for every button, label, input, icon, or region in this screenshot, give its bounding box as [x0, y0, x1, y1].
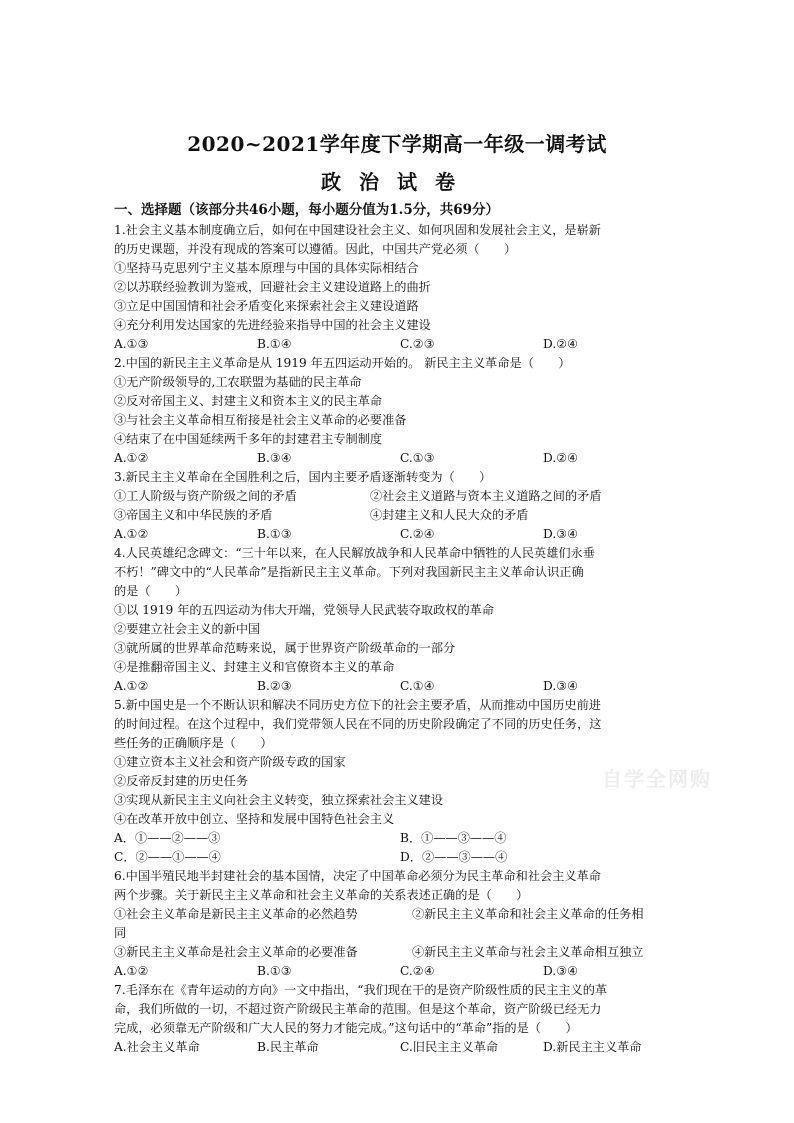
exam-subtitle: 政治试卷	[321, 170, 473, 194]
option-b[interactable]: B.②③	[257, 679, 292, 693]
option-d[interactable]: D．②——③——④	[400, 850, 508, 864]
exam-content	[114, 201, 686, 1057]
option-b[interactable]: B.民主革命	[257, 1040, 319, 1054]
option-b[interactable]: B.①③	[257, 527, 292, 541]
question-stem: 不朽！”碑文中的“人民革命”是指新民主主义革命。下列对我国新民主主义革命认识正确	[114, 565, 584, 579]
question-stem: 7.毛泽东在《青年运动的方向》一文中指出，“我们现在干的是资产阶级性质的民主主义的革	[114, 983, 608, 997]
question-stem: 的是（ ）	[114, 584, 188, 598]
question-item: ②反对帝国主义、封建主义和资本主义的民主革命	[114, 394, 383, 408]
watermark: 自学全网购	[602, 767, 712, 791]
question-item: ①无产阶级领导的,工农联盟为基础的民主革命	[114, 375, 362, 389]
question-6	[114, 867, 686, 981]
option-c[interactable]: C．②——①——④	[114, 850, 221, 864]
question-item: ③帝国主义和中华民族的矛盾	[114, 508, 273, 522]
question-stem: 些任务的正确顺序是（ ）	[114, 736, 273, 750]
option-b[interactable]: B.③④	[257, 451, 292, 465]
option-d[interactable]: D.②④	[543, 337, 579, 351]
question-1	[114, 221, 686, 354]
option-d[interactable]: D.③④	[543, 527, 579, 541]
answer-options	[114, 525, 686, 544]
question-item-pair	[114, 487, 686, 506]
option-a[interactable]: A.①②	[114, 527, 149, 541]
option-a[interactable]: A.①②	[114, 679, 149, 693]
option-a[interactable]: A.①③	[114, 337, 149, 351]
question-item: ③新民主主义革命是社会主义革命的必要准备	[114, 945, 358, 959]
question-stem: 的时间过程。在这个过程中，我们党带领人民在不同的历史阶段确定了不同的历史任务，这	[114, 717, 602, 731]
question-item: ④在改革开放中创立、坚持和发展中国特色社会主义	[114, 812, 395, 826]
question-item: ④封建主义和人民大众的矛盾	[370, 508, 529, 522]
option-d[interactable]: D.③④	[543, 964, 579, 978]
question-item: ④新民主主义革命与社会主义革命相互独立	[412, 945, 644, 959]
option-a[interactable]: A.①②	[114, 451, 149, 465]
question-stem: 2.中国的新民主主义革命是从 1919 年五四运动开始的。 新民主主义革命是（ ）	[114, 356, 571, 370]
question-item: ①工人阶级与资产阶级之间的矛盾	[114, 489, 297, 503]
answer-options	[114, 829, 686, 848]
option-b[interactable]: B.①③	[257, 964, 292, 978]
question-item: ②社会主义道路与资本主义道路之间的矛盾	[370, 489, 602, 503]
question-item: ④结束了在中国延续两千多年的封建君主专制制度	[114, 432, 383, 446]
question-item: ②新民主主义革命和社会主义革命的任务相	[412, 907, 644, 921]
question-2	[114, 354, 686, 468]
answer-options	[114, 449, 686, 468]
answer-options	[114, 962, 686, 981]
question-7	[114, 981, 686, 1057]
answer-options	[114, 677, 686, 696]
question-stem: 6.中国半殖民地半封建社会的基本国情，决定了中国革命必须分为民主革命和社会主义革命	[114, 869, 601, 883]
question-stem: 命，我们所做的一切，不超过资产阶级民主革命的范围。但是这个革命，资产阶级已经无力	[114, 1002, 602, 1016]
question-stem: 的历史课题，并没有现成的答案可以遵循。因此，中国共产党必须（ ）	[114, 242, 517, 256]
question-stem: 5.新中国史是一个不断认识和解决不同历史方位下的社会主要矛盾，从而推动中国历史前进	[114, 698, 601, 712]
option-b[interactable]: B.①④	[257, 337, 292, 351]
answer-options	[114, 1038, 686, 1057]
question-item: ①建立资本主义社会和资产阶级专政的国家	[114, 755, 346, 769]
question-item-pair	[114, 943, 686, 962]
option-b[interactable]: B．①——③——④	[400, 831, 507, 845]
option-a[interactable]: A.①②	[114, 964, 149, 978]
option-d[interactable]: D.新民主主义革命	[543, 1040, 642, 1054]
question-item: ③就所属的世界革命范畴来说，属于世界资产阶级革命的一部分	[114, 641, 456, 655]
question-stem: 3.新民主主义革命在全国胜利之后，国内主要矛盾逐渐转变为（ ）	[114, 470, 492, 484]
question-item: ②反帝反封建的历史任务	[114, 774, 249, 788]
option-c[interactable]: C.②④	[400, 527, 435, 541]
option-d[interactable]: D.③④	[543, 679, 579, 693]
question-item: ①以 1919 年的五四运动为伟大开端，党领导人民武装夺取政权的革命	[114, 603, 495, 617]
question-item: ④是推翻帝国主义、封建主义和官僚资本主义的革命	[114, 660, 395, 674]
question-item: ③与社会主义革命相互衔接是社会主义革命的必要准备	[114, 413, 407, 427]
answer-options	[114, 848, 686, 867]
question-item: ②要建立社会主义的新中国	[114, 622, 261, 636]
option-c[interactable]: C.旧民主主义革命	[400, 1040, 499, 1054]
question-item-continuation: 同	[114, 926, 127, 940]
answer-options	[114, 335, 686, 354]
option-c[interactable]: C.②③	[400, 337, 435, 351]
question-item: ①社会主义革命是新民主主义革命的必然趋势	[114, 907, 358, 921]
question-item: ④充分利用发达国家的先进经验来指导中国的社会主义建设	[114, 318, 431, 332]
question-item: ①坚持马克思列宁主义基本原理与中国的具体实际相结合	[114, 261, 419, 275]
option-c[interactable]: C.①③	[400, 451, 435, 465]
option-c[interactable]: C.①④	[400, 679, 435, 693]
option-c[interactable]: C.②④	[400, 964, 435, 978]
question-3	[114, 468, 686, 544]
option-d[interactable]: D.②④	[543, 451, 579, 465]
question-item-pair	[114, 905, 686, 924]
question-item: ③实现从新民主主义向社会主义转变，独立探索社会主义建设	[114, 793, 444, 807]
question-5	[114, 696, 686, 867]
question-item: ③立足中国国情和社会矛盾变化来探索社会主义建设道路	[114, 299, 419, 313]
question-4	[114, 544, 686, 696]
question-stem: 完成，必须靠无产阶级和广大人民的努力才能完成。”这句话中的“革命”指的是（ ）	[114, 1021, 578, 1035]
question-stem: 1.社会主义基本制度确立后，如何在中国建设社会主义、如何巩固和发展社会主义，是崭新	[114, 223, 601, 237]
question-stem: 4.人民英雄纪念碑文：“三十年以来，在人民解放战争和人民革命中牺牲的人民英雄们永垂	[114, 546, 595, 560]
section-heading: 一、选择题（该部分共46小题，每小题分值为1.5分，共69分）	[114, 202, 500, 218]
question-item: ②以苏联经验教训为鉴戒，回避社会主义建设道路上的曲折	[114, 280, 431, 294]
option-a[interactable]: A．①——②——③	[114, 831, 221, 845]
exam-title: 2020~2021学年度下学期高一年级一调考试	[187, 132, 607, 156]
option-a[interactable]: A.社会主义革命	[114, 1040, 200, 1054]
question-item-pair	[114, 506, 686, 525]
question-stem: 两个步骤。关于新民主主义革命和社会主义革命的关系表述正确的是（ ）	[114, 888, 529, 902]
